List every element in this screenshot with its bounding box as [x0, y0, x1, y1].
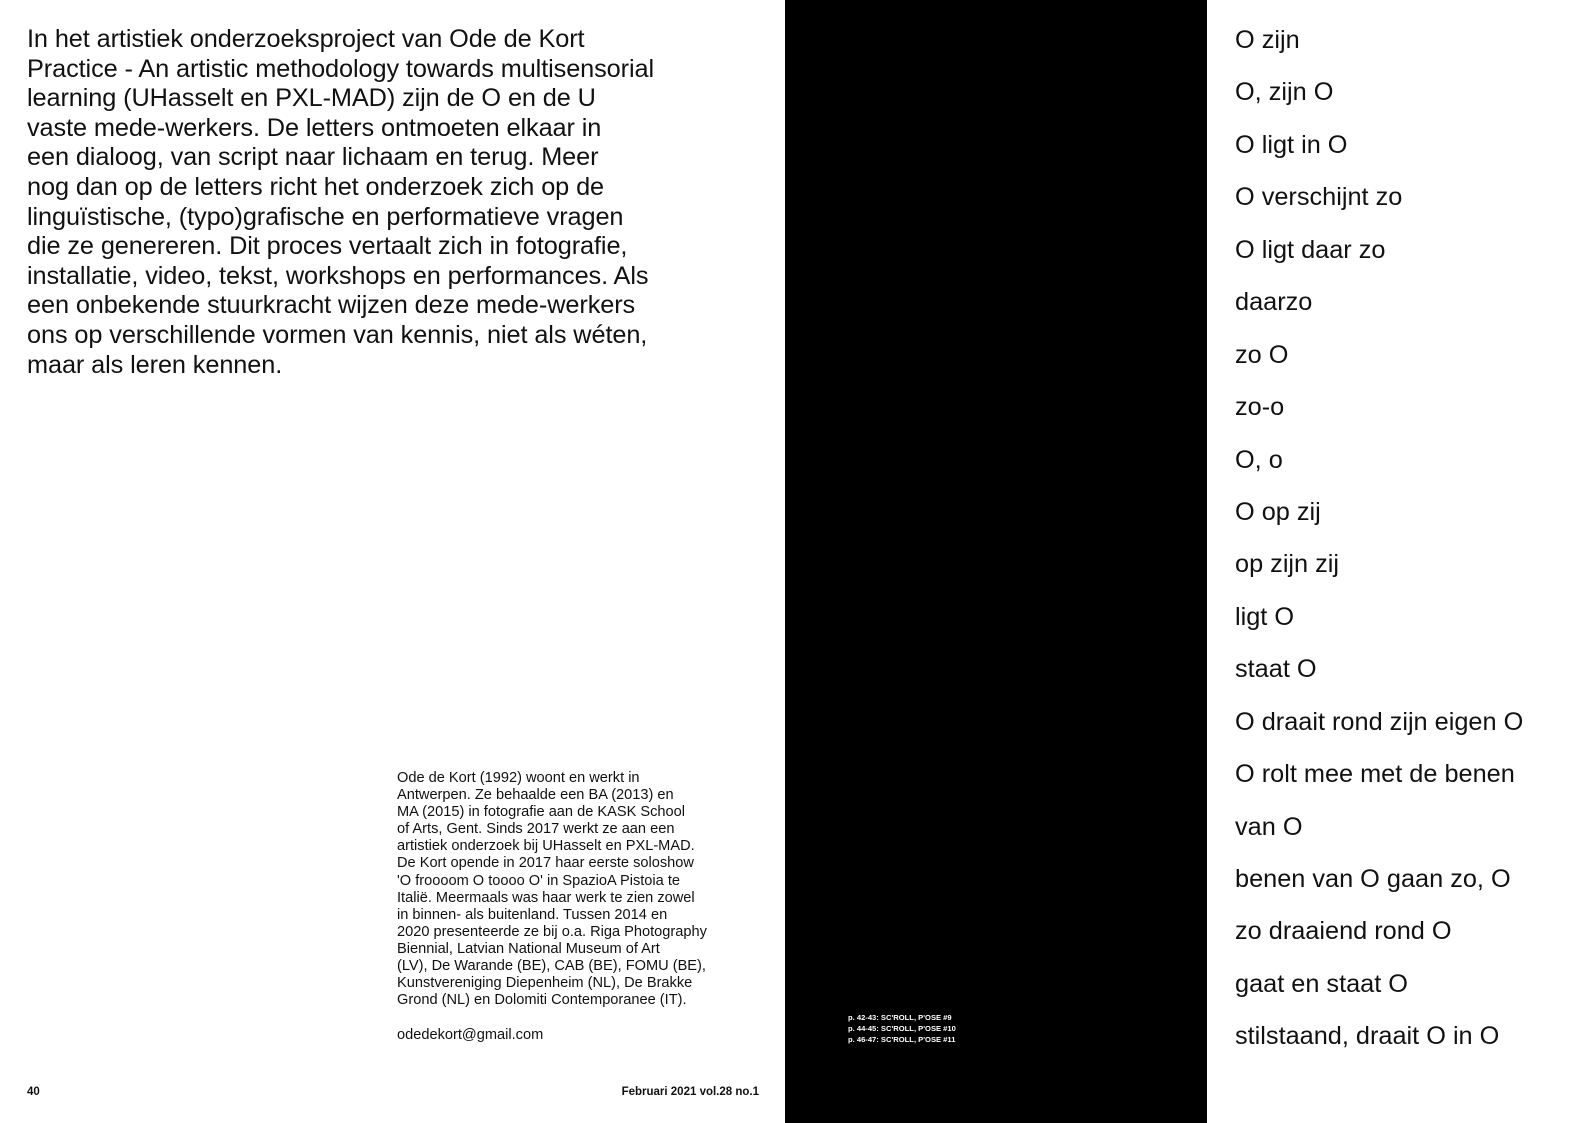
bio-line: Biennial, Latvian National Museum of Art — [397, 940, 660, 957]
poem-line: O draait rond zijn eigen O — [1235, 707, 1524, 736]
bio-line: of Arts, Gent. Sinds 2017 werkt ze aan een — [397, 821, 675, 838]
artist-bio — [397, 770, 757, 1009]
bio-line: Grond (NL) en Dolomiti Contemporanee (IT). — [397, 992, 687, 1009]
right-page — [1207, 0, 1587, 1123]
intro-line: een dialoog, van script naar lichaam en terug. Meer — [27, 143, 599, 172]
intro-line: een onbekende stuurkracht wijzen deze mede-werkers — [27, 291, 636, 320]
issue-label: Februari 2021 vol.28 no.1 — [621, 1086, 759, 1098]
bio-line: De Kort opende in 2017 haar eerste soloshow — [397, 855, 694, 872]
poem-line: zo draaiend rond O — [1235, 917, 1452, 946]
page-number: 40 — [27, 1086, 40, 1098]
intro-line: nog dan op de letters richt het onderzoek zich op de — [27, 172, 605, 201]
bio-line: Kunstvereniging Diepenheim (NL), De Brakke — [397, 975, 693, 992]
poem-line: daarzo — [1235, 288, 1313, 317]
poem-line: staat O — [1235, 655, 1317, 684]
poem-line: gaat en staat O — [1235, 969, 1408, 998]
bio-line: Antwerpen. Ze behaalde een BA (2013) en — [397, 787, 674, 804]
poem-line: van O — [1235, 812, 1303, 841]
bio-line: Italië. Meermaals was haar werk te zien zowel — [397, 889, 695, 906]
poem-line: O ligt daar zo — [1235, 235, 1386, 264]
poem — [1235, 25, 1523, 1074]
poem-line: zo O — [1235, 340, 1289, 369]
poem-line: O, zijn O — [1235, 78, 1334, 107]
poem-line: O op zij — [1235, 497, 1321, 526]
poem-line: benen van O gaan zo, O — [1235, 865, 1511, 893]
bio-line: 'O froooom O toooo O' in SpazioA Pistoia te — [397, 872, 681, 889]
bio-line: artistiek onderzoek bij UHasselt en PXL-MAD. — [397, 838, 695, 855]
intro-line: die ze genereren. Dit proces vertaalt zich in fotografie, — [27, 232, 628, 261]
intro-line: Practice - An artistic methodology towards multisensorial — [27, 54, 654, 83]
poem-line: stilstaand, draait O in O — [1235, 1022, 1500, 1051]
intro-line: vaste mede-werkers. De letters ontmoeten elkaar in — [27, 113, 602, 142]
poem-line: O verschijnt zo — [1235, 183, 1403, 212]
intro-paragraph — [27, 25, 757, 380]
intro-line: linguïstische, (typo)grafische en performatieve vragen — [27, 202, 624, 231]
email-address: odedekort@gmail.com — [397, 1027, 544, 1043]
poem-line: O zijn — [1235, 26, 1300, 54]
credit-line: p. 42-43: SC'ROLL, P'OSE #9 — [848, 1013, 952, 1022]
intro-line: In het artistiek onderzoeksproject van Ode de Kort — [27, 25, 585, 53]
credit-line: p. 46-47: SC'ROLL, P'OSE #11 — [848, 1035, 956, 1045]
credit-line: p. 44-45: SC'ROLL, P'OSE #10 — [848, 1024, 956, 1034]
image-credits — [848, 1012, 956, 1046]
intro-line: learning (UHasselt en PXL-MAD) zijn de O en de U — [27, 84, 596, 113]
black-image-panel — [785, 0, 1207, 1123]
bio-line: 2020 presenteerde ze bij o.a. Riga Photography — [397, 923, 707, 940]
poem-line: O rolt mee met de benen — [1235, 760, 1515, 789]
poem-line: ligt O — [1235, 602, 1295, 631]
left-page — [0, 0, 785, 1123]
intro-line: installatie, video, tekst, workshops en performances. Als — [27, 261, 649, 290]
poem-line: O ligt in O — [1235, 130, 1348, 159]
poem-line: zo-o — [1235, 393, 1285, 422]
bio-line: (LV), De Warande (BE), CAB (BE), FOMU (BE), — [397, 958, 706, 975]
intro-line: ons op verschillende vormen van kennis, niet als wéten, — [27, 320, 648, 349]
bio-line: MA (2015) in fotografie aan de KASK School — [397, 804, 685, 821]
bio-line: Ode de Kort (1992) woont en werkt in — [397, 770, 640, 786]
poem-line: O, o — [1235, 445, 1283, 474]
intro-line: maar als leren kennen. — [27, 350, 283, 379]
bio-line: in binnen- als buitenland. Tussen 2014 en — [397, 906, 668, 923]
poem-line: op zijn zij — [1235, 550, 1340, 579]
